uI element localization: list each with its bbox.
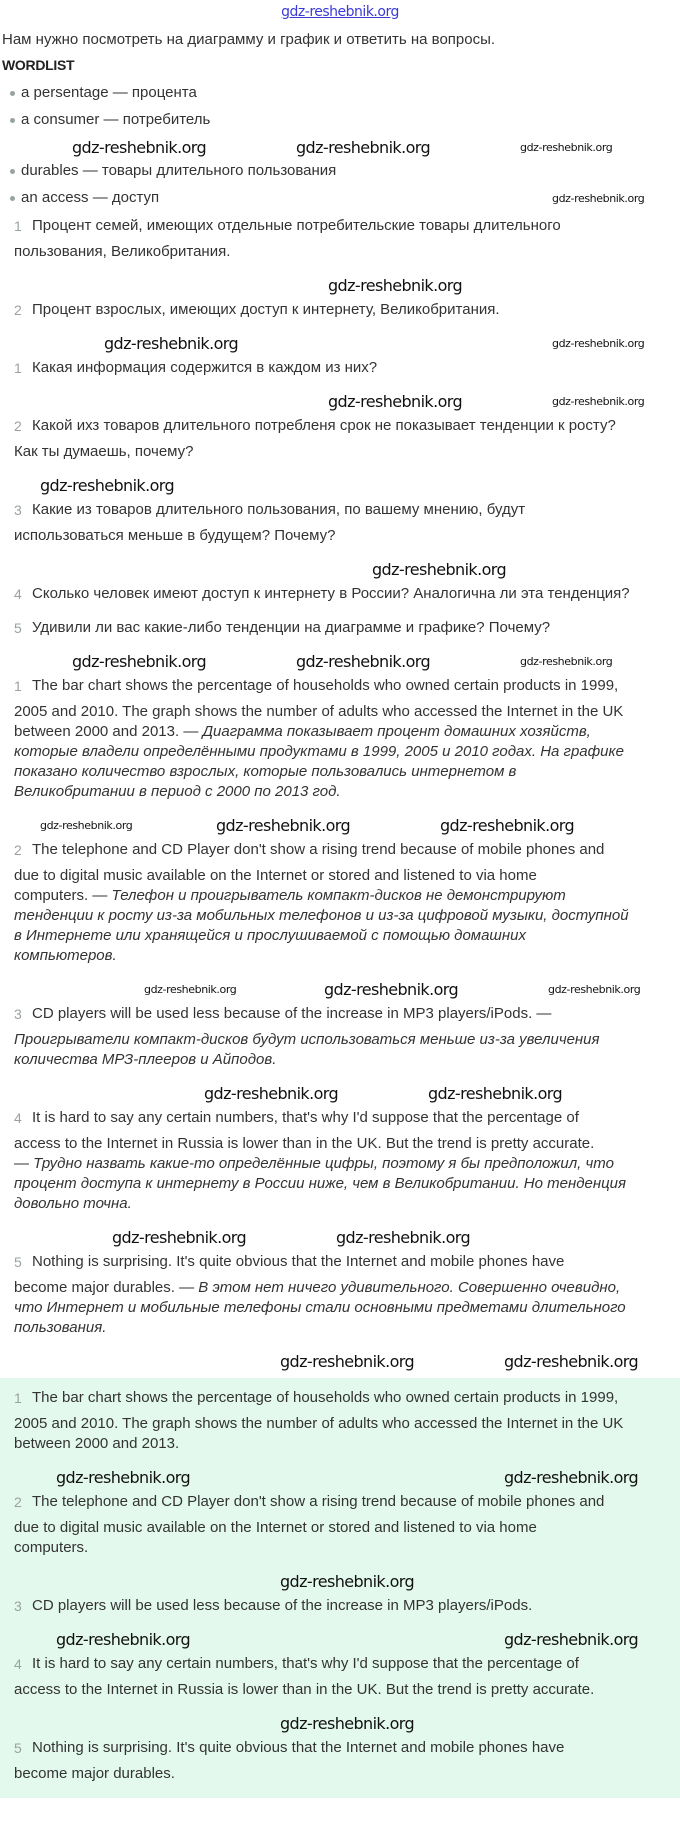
- wordlist-continued: [10, 162, 680, 207]
- watermark-row: [0, 138, 680, 158]
- watermark: gdz-reshebnik.org: [72, 138, 207, 157]
- bullet-icon: [10, 118, 15, 123]
- highlighted-answers-block: [0, 1378, 680, 1798]
- wordlist-item: a consumer — потребитель: [10, 111, 680, 129]
- watermark: gdz-reshebnik.org: [40, 476, 175, 495]
- watermark-row: [0, 1468, 680, 1488]
- watermark-row: [0, 276, 680, 296]
- caption-item: 2 Процент взрослых, имеющих доступ к интернету, Великобритания.: [14, 301, 500, 318]
- wordlist-item: a persentage — процента: [10, 84, 680, 102]
- watermark: gdz-reshebnik.org: [428, 1084, 563, 1103]
- watermark: gdz-reshebnik.org: [520, 655, 613, 668]
- answer-item: 4 It is hard to say any certain numbers, that's why I'd suppose that the percentage of access to the Internet in Russia is lower than in the UK. But the trend is pretty accurate. — Трудно назвать какие-то определённые цифры, поэтому я бы предположил, что процент доступа к интернету в России ниже, чем в Великобритании. Но тенденция довольно точна.: [14, 1109, 627, 1212]
- question-item: 3 Какие из товаров длительного пользования, по вашему мнению, будут использоваться меньше в будущем? Почему?: [14, 501, 526, 544]
- watermark: gdz-reshebnik.org: [328, 276, 463, 295]
- answer-item: 5 Nothing is surprising. It's quite obvious that the Internet and mobile phones have become major durables. — В этом нет ничего удивительного. Совершенно очевидно, что Интернет и мобильные телефоны стали основными предметами длительного пользования.: [14, 1253, 626, 1336]
- wordlist: [10, 84, 680, 129]
- watermark-row: [0, 560, 680, 580]
- answer-item: 2 The telephone and CD Player don't show a rising trend because of mobile phones and due to digital music available on the Internet or stored and listened to via home computers. — Телефон и проигрыватель компакт-дисков не демонстрируют тенденции к росту из-за мобильных телефонов и из-за цифровой музыки, доступной в Интернете или хранящейся и прослушиваемой с помощью домашних компьютеров.: [14, 841, 629, 964]
- watermark: gdz-reshebnik.org: [56, 1468, 191, 1487]
- watermark: gdz-reshebnik.org: [144, 983, 237, 996]
- watermark: gdz-reshebnik.org: [552, 192, 645, 205]
- watermark-row: [0, 816, 680, 836]
- highlighted-answer-item: 2 The telephone and CD Player don't show a rising trend because of mobile phones and due to digital music available on the Internet or stored and listened to via home computers.: [14, 1493, 605, 1556]
- watermark: gdz-reshebnik.org: [280, 1352, 415, 1371]
- answer-item: 1 The bar chart shows the percentage of households who owned certain products in 1999, 2005 and 2010. The graph shows the number of adults who accessed the Internet in the UK between 2000 and 2013. — Диаграмма показывает процент домашних хозяйств, которые владели определёнными продуктами в 1999, 2005 и 2010 годах. На графике показано количество взрослых, которые пользовались интернетом в Великобритании в период с 2000 по 2013 год.: [14, 677, 624, 800]
- watermark: gdz-reshebnik.org: [336, 1228, 471, 1247]
- site-link[interactable]: gdz-reshebnik.org: [281, 4, 399, 20]
- wordlist-item: an access — доступ gdz-reshebnik.org: [10, 189, 680, 207]
- watermark-row: [0, 334, 680, 354]
- answer-item: 3 CD players will be used less because of the increase in MP3 players/iPods. — Проигрыватели компакт-дисков будут использоваться меньше из-за увеличения количества МРЗ-плееров и Айподов.: [14, 1005, 600, 1068]
- watermark-row: [0, 1572, 680, 1592]
- watermark: gdz-reshebnik.org: [372, 560, 507, 579]
- highlighted-answer-item: 3 CD players will be used less because of the increase in MP3 players/iPods.: [14, 1597, 533, 1614]
- watermark: gdz-reshebnik.org: [504, 1468, 639, 1487]
- watermark: gdz-reshebnik.org: [104, 334, 239, 353]
- highlighted-answer-item: 4 It is hard to say any certain numbers, that's why I'd suppose that the percentage of access to the Internet in Russia is lower than in the UK. But the trend is pretty accurate.: [14, 1655, 595, 1698]
- watermark-row: [0, 476, 680, 496]
- watermark: gdz-reshebnik.org: [40, 819, 133, 832]
- watermark: gdz-reshebnik.org: [552, 337, 645, 350]
- watermark: gdz-reshebnik.org: [548, 983, 641, 996]
- watermark: gdz-reshebnik.org: [216, 816, 351, 835]
- bullet-icon: [10, 169, 15, 174]
- watermark: gdz-reshebnik.org: [112, 1228, 247, 1247]
- watermark: gdz-reshebnik.org: [324, 980, 459, 999]
- watermark-row: [0, 1714, 680, 1734]
- watermark: gdz-reshebnik.org: [504, 1630, 639, 1649]
- watermark: gdz-reshebnik.org: [280, 1572, 415, 1591]
- intro-text: Нам нужно посмотреть на диаграмму и график и ответить на вопросы.: [2, 31, 496, 48]
- question-item: 5 Удивили ли вас какие-либо тенденции на диаграмме и графике? Почему?: [14, 619, 551, 636]
- watermark: gdz-reshebnik.org: [280, 1714, 415, 1733]
- question-item: 4 Сколько человек имеют доступ к интернету в России? Аналогична ли эта тенденция?: [14, 585, 630, 602]
- watermark: gdz-reshebnik.org: [72, 652, 207, 671]
- watermark: gdz-reshebnik.org: [296, 138, 431, 157]
- watermark: gdz-reshebnik.org: [204, 1084, 339, 1103]
- watermark-row: [0, 1084, 680, 1104]
- wordlist-item: durables — товары длительного пользования: [10, 162, 680, 180]
- question-item: 1 Какая информация содержится в каждом из них?: [14, 359, 378, 376]
- bullet-icon: [10, 91, 15, 96]
- highlighted-answer-item: 5 Nothing is surprising. It's quite obvious that the Internet and mobile phones have become major durables.: [14, 1739, 565, 1782]
- bullet-icon: [10, 196, 15, 201]
- watermark: gdz-reshebnik.org: [504, 1352, 639, 1371]
- watermark-row: [0, 1630, 680, 1650]
- watermark: gdz-reshebnik.org: [440, 816, 575, 835]
- watermark-row: [0, 1352, 680, 1372]
- watermark: gdz-reshebnik.org: [328, 392, 463, 411]
- watermark: gdz-reshebnik.org: [296, 652, 431, 671]
- watermark-row: [0, 1228, 680, 1248]
- watermark: gdz-reshebnik.org: [56, 1630, 191, 1649]
- watermark: gdz-reshebnik.org: [520, 141, 613, 154]
- watermark-row: [0, 980, 680, 1000]
- highlighted-answer-item: 1 The bar chart shows the percentage of households who owned certain products in 1999, 2005 and 2010. The graph shows the number of adults who accessed the Internet in the UK between 2000 and 2013.: [14, 1389, 624, 1452]
- caption-item: 1 Процент семей, имеющих отдельные потребительские товары длительного пользования, Великобритания.: [14, 217, 561, 260]
- wordlist-title: WORDLIST: [2, 57, 75, 73]
- watermark-row: [0, 392, 680, 412]
- watermark-row: [0, 652, 680, 672]
- question-item: 2 Какой ихз товаров длительного потребленя срок не показывает тенденции к росту? Как ты думаешь, почему?: [14, 417, 616, 460]
- watermark: gdz-reshebnik.org: [552, 395, 645, 408]
